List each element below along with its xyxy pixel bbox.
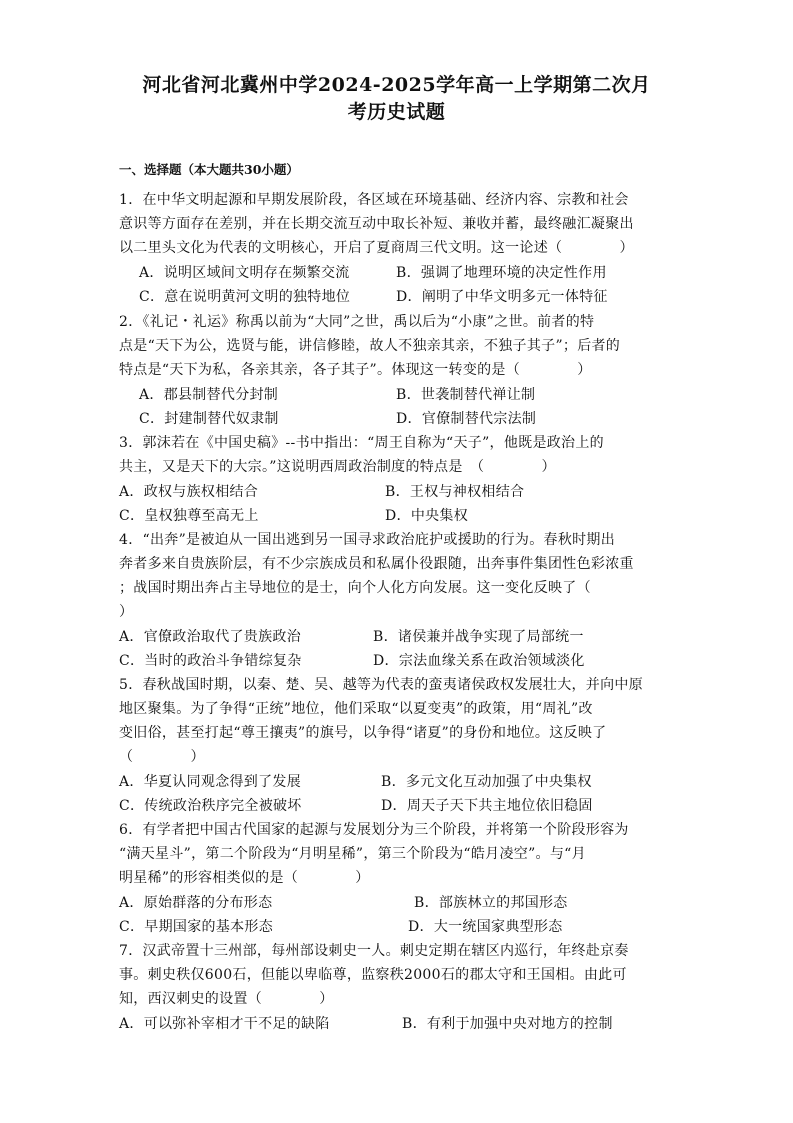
exam-title-line-2: 考历史试题 bbox=[347, 101, 446, 123]
question-7-text: 知，西汉刺史的设置（ ） bbox=[119, 991, 334, 1007]
question-2-text: 点是“天下为公，选贤与能，讲信修睦，故人不独亲其亲，不独子其子”；后者的 bbox=[119, 338, 621, 354]
question-5-option-a: A．华夏认同观念得到了发展 bbox=[119, 774, 302, 790]
question-6-text: 明星稀”的形容相类似的是（ ） bbox=[119, 870, 370, 886]
question-4-option-c: C．当时的政治斗争错综复杂 bbox=[119, 653, 302, 669]
question-5-option-d: D．周天子天下共主地位依旧稳固 bbox=[381, 798, 593, 814]
question-5-text: 5．春秋战国时期，以秦、楚、吴、越等为代表的蛮夷诸侯政权发展壮大，并向中原 bbox=[119, 677, 644, 693]
question-1-option-b: B．强调了地理环境的决定性作用 bbox=[396, 265, 607, 281]
question-5-text: 变旧俗，甚至打起“尊王攘夷”的旗号，以争得“诸夏”的身份和地位。这反映了 bbox=[119, 725, 607, 741]
question-5-text: （ ） bbox=[119, 749, 205, 765]
question-6-option-c: C．早期国家的基本形态 bbox=[119, 919, 274, 935]
question-3-text: 3．郭沫若在《中国史稿》--书中指出：“周王自称为“天子”，他既是政治上的 bbox=[119, 435, 604, 451]
question-2-text: 2．《礼记・礼运》称禹以前为“大同”之世，禹以后为“小康”之世。前者的特 bbox=[119, 314, 595, 330]
question-1-text: 意识等方面存在差别，并在长期交流互动中取长补短、兼收并蓄，最终融汇凝聚出 bbox=[119, 216, 634, 232]
question-3-option-a: A．政权与族权相结合 bbox=[119, 484, 259, 500]
question-4-text: ；战国时期出奔占主导地位的是士，向个人化方向发展。这一变化反映了（ bbox=[119, 580, 591, 596]
question-4-option-d: D．宗法血缘关系在政治领域淡化 bbox=[373, 653, 585, 669]
question-2-option-c: C．封建制替代奴隶制 bbox=[139, 411, 279, 427]
question-6-option-d: D．大一统国家典型形态 bbox=[408, 919, 563, 935]
question-2-option-a: A．郡县制替代分封制 bbox=[139, 387, 279, 403]
question-4-text: ） bbox=[119, 604, 134, 620]
question-5-option-b: B．多元文化互动加强了中央集权 bbox=[381, 774, 592, 790]
question-1-option-a: A．说明区域间文明存在频繁交流 bbox=[139, 265, 350, 281]
question-2-option-d: D．官僚制替代宗法制 bbox=[396, 411, 537, 427]
question-6-option-b: B．部族林立的邦国形态 bbox=[414, 895, 568, 911]
question-3-option-d: D．中央集权 bbox=[385, 508, 469, 524]
question-4-option-a: A．官僚政治取代了贵族政治 bbox=[119, 629, 302, 645]
question-7-option-a: A．可以弥补宰相才干不足的缺陷 bbox=[119, 1016, 330, 1032]
question-3-text: 共主，又是天下的大宗。”这说明西周政治制度的特点是 （ ） bbox=[119, 459, 556, 475]
question-6-text: “满天星斗”，第二个阶段为“月明星稀”，第三个阶段为“皓月凌空”。与“月 bbox=[119, 846, 586, 862]
question-2-option-b: B．世袭制替代禅让制 bbox=[396, 387, 536, 403]
section-heading: 一、选择题（本大题共30小题） bbox=[119, 162, 299, 177]
question-1-option-c: C．意在说明黄河文明的独特地位 bbox=[139, 289, 351, 305]
question-1-text: 以二里头文化为代表的文明核心，开启了夏商周三代文明。这一论述（ ） bbox=[119, 240, 634, 256]
question-1-text: 1．在中华文明起源和早期发展阶段，各区域在环境基础、经济内容、宗教和社会 bbox=[119, 192, 629, 208]
question-5-option-c: C．传统政治秩序完全被破坏 bbox=[119, 798, 302, 814]
question-2-text: 特点是“天下为私，各亲其亲，各子其子”。体现这一转变的是（ ） bbox=[119, 362, 592, 378]
question-3-option-b: B．王权与神权相结合 bbox=[385, 484, 525, 500]
question-7-text: 7．汉武帝置十三州部，每州部设刺史一人。刺史定期在辖区内巡行，年终赴京奏 bbox=[119, 943, 629, 959]
question-4-option-b: B．诸侯兼并战争实现了局部统一 bbox=[373, 629, 584, 645]
question-6-text: 6．有学者把中国古代国家的起源与发展划分为三个阶段，并将第一个阶段形容为 bbox=[119, 822, 629, 838]
question-7-option-b: B．有利于加强中央对地方的控制 bbox=[402, 1016, 613, 1032]
exam-title-line-1: 河北省河北冀州中学2024-2025学年高一上学期第二次月 bbox=[142, 74, 651, 96]
question-6-option-a: A．原始群落的分布形态 bbox=[119, 895, 273, 911]
question-5-text: 地区聚集。为了争得“正统”地位，他们采取“以夏变夷”的政策，用“周礼”改 bbox=[119, 701, 593, 717]
question-4-text: 奔者多来自贵族阶层，有不少宗族成员和私属仆役跟随，出奔事件集团性色彩浓重 bbox=[119, 556, 634, 572]
question-1-option-d: D．阐明了中华文明多元一体特征 bbox=[396, 289, 608, 305]
question-4-text: 4．“出奔”是被迫从一国出逃到另一国寻求政治庇护或援助的行为。春秋时期出 bbox=[119, 532, 616, 548]
question-7-text: 事。刺史秩仅600石，但能以卑临尊，监察秩2000石的郡太守和王国相。由此可 bbox=[119, 967, 627, 983]
question-3-option-c: C．皇权独尊至高无上 bbox=[119, 508, 259, 524]
